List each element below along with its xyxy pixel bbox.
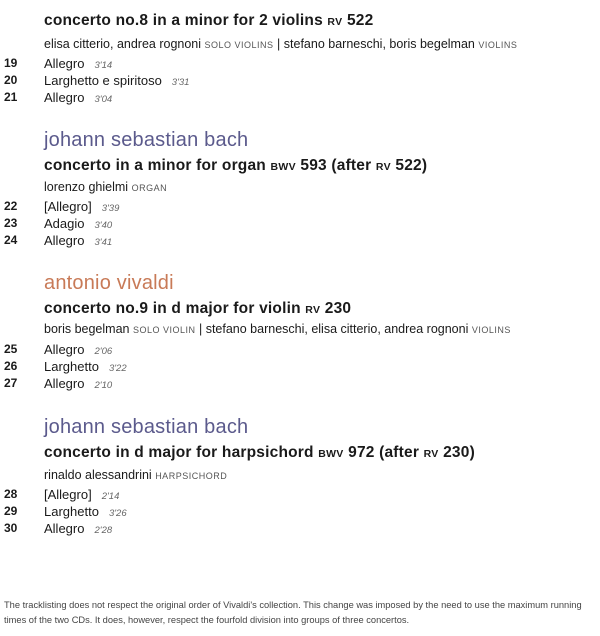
track-duration: 3'22 [108, 363, 127, 374]
track-title: Allegro 3'14 [44, 56, 113, 71]
track-title: [Allegro] 3'39 [44, 199, 120, 214]
track-number: 21 [4, 90, 18, 104]
track-number: 24 [4, 233, 18, 247]
track-number: 19 [4, 56, 18, 70]
work-title: concerto no.8 in a minor for 2 violins RV 522 [44, 12, 374, 29]
track-number: 26 [4, 359, 18, 373]
track-number: 25 [4, 342, 18, 356]
footnote: The tracklisting does not respect the original order of Vivaldi's collection. This change was imposed by the need to use the maximum running times of the two CDs. It does, however, respect the fourfold division into groups of three concertos. [4, 600, 582, 625]
work-title: concerto no.9 in d major for violin RV 230 [44, 300, 352, 317]
work-title: concerto in a minor for organ BWV 593 (after RV 522) [44, 157, 428, 174]
track-number: 20 [4, 73, 18, 87]
track-title: Larghetto 3'22 [44, 359, 127, 374]
composer-heading: johann sebastian bach [44, 416, 249, 438]
work-title: concerto in d major for harpsichord BWV 972 (after RV 230) [44, 444, 475, 461]
track-title: Adagio 3'40 [44, 216, 113, 231]
performers-line: elisa citterio, andrea rognoni SOLO VIOLINS | stefano barneschi, boris begelman VIOLINS [44, 37, 518, 51]
track-duration: 2'10 [94, 380, 113, 391]
track-duration: 3'14 [94, 60, 113, 71]
track-title: Allegro 2'06 [44, 342, 113, 357]
composer-heading: antonio vivaldi [44, 272, 174, 294]
track-duration: 3'26 [108, 508, 127, 519]
track-number: 23 [4, 216, 18, 230]
track-title: Allegro 3'04 [44, 90, 113, 105]
track-duration: 2'06 [94, 346, 113, 357]
track-duration: 2'28 [94, 525, 113, 536]
track-title: Allegro 3'41 [44, 233, 113, 248]
composer-heading: johann sebastian bach [44, 129, 249, 151]
track-duration: 3'40 [94, 220, 113, 231]
track-duration: 3'41 [94, 237, 113, 248]
track-number: 27 [4, 376, 18, 390]
track-duration: 3'31 [171, 77, 190, 88]
track-duration: 2'14 [101, 491, 120, 502]
track-title: Larghetto 3'26 [44, 504, 127, 519]
track-title: [Allegro] 2'14 [44, 487, 120, 502]
track-number: 28 [4, 487, 18, 501]
performers-line: lorenzo ghielmi ORGAN [44, 180, 168, 194]
track-number: 30 [4, 521, 18, 535]
track-duration: 3'39 [101, 203, 120, 214]
track-title: Allegro 2'28 [44, 521, 113, 536]
performers-line: rinaldo alessandrini HARPSICHORD [44, 468, 228, 482]
track-duration: 3'04 [94, 94, 113, 105]
performers-line: boris begelman SOLO VIOLIN | stefano barneschi, elisa citterio, andrea rognoni VIOLINS [44, 322, 511, 336]
track-title: Larghetto e spiritoso 3'31 [44, 73, 190, 88]
track-title: Allegro 2'10 [44, 376, 113, 391]
track-number: 29 [4, 504, 18, 518]
track-number: 22 [4, 199, 18, 213]
